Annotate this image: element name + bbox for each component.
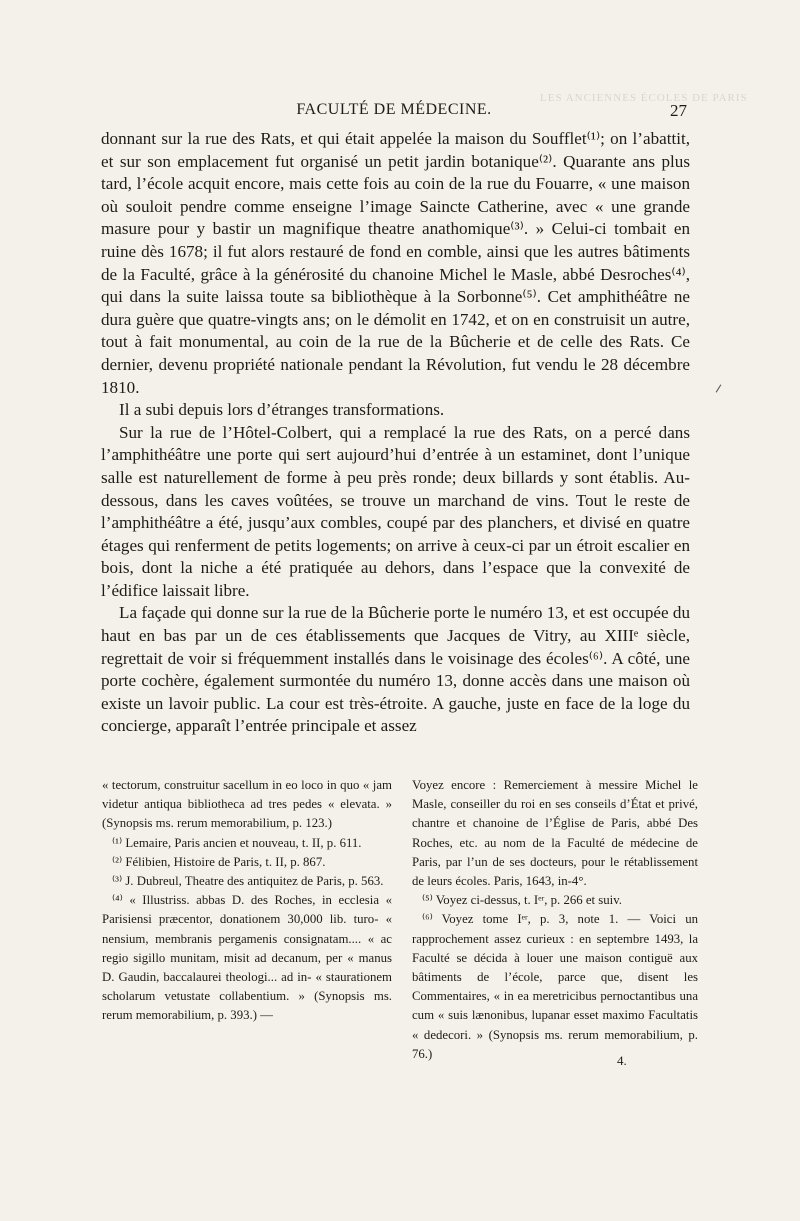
paragraph: Sur la rue de l’Hôtel-Colbert, qui a remplacé la rue des Rats, on a percé dans l’amphithéâtre une porte qui sert aujourd’hui d’entrée à un estaminet, dont l’unique salle est naturellement de forme à peu près ronde; deux billards y sont établis. Au-dessous, dans les caves voûtées, se trouve un marchand de vins. Tout le reste de l’amphithéâtre a été, jusqu’aux combles, coupé par des planchers, et divisé en quatre étages qui renferment de petits logements; on arrive à ceux-ci par un étroit escalier en bois, dont la niche a été pratiquée au dehors, dans l’espace que la convexité de l’édifice laissait libre. — [101, 422, 690, 600]
footnotes-left-column — [102, 776, 392, 1026]
paragraph: La façade qui donne sur la rue de la Bûcherie porte le numéro 13, et est occupée du haut en bas par un de ces établissements que Jacques de Vitry, au XIIIᵉ siècle, regrettait de voir si fréquemment installés dans le voisinage des écoles⁽⁶⁾. A côté, une porte cochère, également surmontée du numéro 13, donne accès dans une maison où existe un lavoir public. La cour est très-étroite. A gauche, juste en face de la loge du concierge, apparaît l’entrée principale et assez — [101, 603, 690, 736]
bleed-through-text: LES ANCIENNES ÉCOLES DE PARIS — [540, 92, 748, 104]
footnote: ⁽¹⁾ Lemaire, Paris ancien et nouveau, t. II, p. 611. — [112, 835, 362, 850]
footnote: ⁽⁵⁾ Voyez ci-dessus, t. Iᵉʳ, p. 266 et suiv. — [422, 893, 622, 908]
footnote: ⁽³⁾ J. Dubreul, Theatre des antiquitez de Paris, p. 563. — [112, 874, 384, 889]
paragraph: donnant sur la rue des Rats, et qui était appelée la maison du Soufflet⁽¹⁾; on l’abattit, et sur son emplacement fut organisé un petit jardin botanique⁽²⁾. Quarante ans plus tard, l’école acquit encore, mais cette fois au coin de la rue du Fouarre, « une maison où souloit pendre comme enseigne l’image Saincte Catherine, avec « une grande masure pour y bastir un magnifique theatre anathomique⁽³⁾. » Celui-ci tombait en ruine dès 1678; il fut alors restauré de fond en comble, ainsi que les autres bâtiments de la Faculté, grâce à la générosité du chanoine Michel le Masle, abbé Desroches⁽⁴⁾, qui dans la suite laissa toute sa bibliothèque à la Sorbonne⁽⁵⁾. Cet amphithéâtre ne dura guère que quatre-vingts ans; on le démolit en 1742, et on en construisit un autre, tout à fait monumental, au coin de la rue de la Bûcherie et de celle des Rats. Ce dernier, devenu propriété nationale pendant la Révolution, fut vendu le 28 décembre 1810. — [101, 129, 690, 397]
footnote: ⁽⁴⁾ « Illustriss. abbas D. des Roches, in ecclesia « Parisiensi præcentor, donationem 30,000 lib. turo- « nensium, membranis pergamenis consignatam.... « ac regio sigillo munitam, misit ad decanum, per « manus D. Gaudin, baccalaurei theologi... ad in- « staurationem scholarum vetustate collabentium. » (Synopsis ms. rerum memorabilium, p. 393.) — — [102, 893, 392, 1023]
footnote: ⁽²⁾ Félibien, Histoire de Paris, t. II, p. 867. — [112, 854, 326, 869]
page-number: 27 — [670, 101, 687, 120]
signature-mark: 4. — [617, 1053, 627, 1068]
paragraph: Il a subi depuis lors d’étranges transformations. — [119, 400, 445, 420]
running-header — [101, 101, 687, 123]
footnote: ⁽⁶⁾ Voyez tome Iᵉʳ, p. 3, note 1. — Voici un rapprochement assez curieux : en septembre 1493, la Faculté se décida à louer une maison contiguë aux bâtiments de l’école, parce que, disent les Commentaires, « in ea meretricibus pernoctantibus una cum « suis lænonibus, lupanar esset maximo Facultatis « dedecori. » (Synopsis ms. rerum memorabilium, p. 76.) — [412, 912, 698, 1061]
footnote: « tectorum, construitur sacellum in eo loco in quo « jam videtur antiqua bibliotheca ad tres pedes « elevata. » (Synopsis ms. rerum memorabilium, p. 123.) — [102, 778, 392, 831]
page-title: FACULTÉ DE MÉDECINE. — [296, 101, 492, 118]
footnote: Voyez encore : Remerciement à messire Michel le Masle, conseiller du roi en ses conseils d’État et privé, chantre et chanoine de l’Église de Paris, abbé Des Roches, etc. au nom de la Faculté de médecine de Paris, par l’un de ses docteurs, pour le rétablissement de leurs écoles. Paris, 1643, in-4°. — [412, 778, 698, 889]
margin-mark — [716, 384, 722, 392]
main-text — [101, 128, 690, 738]
footnotes-right-column — [412, 776, 698, 1064]
